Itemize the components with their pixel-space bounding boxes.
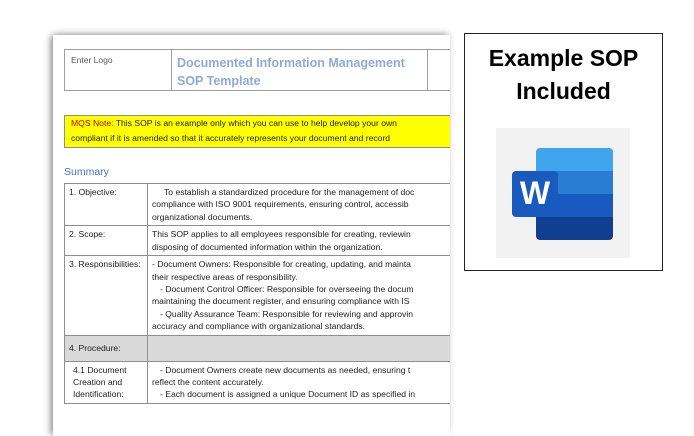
document-preview [53,35,450,436]
table-row [65,361,451,403]
row-line: - Quality Assurance Team: Responsible for reviewing and approvin [160,308,414,319]
row-line: To establish a standardized procedure for the management of doc [164,187,415,197]
table-row [65,335,451,361]
mqs-note-label: MQS Note: [71,118,114,128]
row-content [148,226,451,256]
card-title-line1: Example SOP [488,45,639,71]
row-line: disposing of documented information within the organization. [152,241,383,252]
row-line: - Document Owners create new documents as needed, ensuring t [160,364,411,375]
mqs-note-line2: compliant if it is amended so that it accurately represents your document and record [71,133,391,143]
row-label: 4. Procedure: [65,335,148,361]
document-title [177,54,417,90]
mqs-note-text1: This SOP is an example only which you can use to help develop your own [113,118,397,128]
header-divider-right [427,50,428,90]
row-line: - Document Control Officer: Responsible for overseeing the docum [160,284,414,295]
word-band-4 [536,217,613,240]
example-sop-card [464,33,663,271]
row-content [148,256,451,335]
row-content [148,335,451,361]
word-letter: W [519,175,551,211]
table-row [65,184,451,226]
document-title-line1: Documented Information Management [177,56,405,70]
card-title [465,42,662,108]
table-row [65,256,451,335]
document-title-line2: SOP Template [177,74,261,88]
document-header [64,49,450,91]
row-line: - Document Owners: Responsible for creating, updating, and mainta [152,259,411,270]
row-label: 2. Scope: [65,226,148,256]
mqs-note-line1 [71,116,450,131]
row-line: maintaining the document register, and ensuring compliance with IS [152,296,410,307]
word-icon-svg [496,128,630,258]
row-line: reflect the content accurately. [152,377,264,388]
word-icon [496,128,630,258]
header-divider [171,50,172,90]
word-band-1 [536,148,613,171]
table-row [65,226,451,256]
row-line: - Each document is assigned a unique Document ID as specified in [160,389,416,400]
row-label: 1. Objective: [65,184,148,226]
sop-table [64,183,450,404]
row-content [148,184,451,226]
row-line: compliance with ISO 9001 requirements, ensuring control, accessib [152,199,409,210]
mqs-note [64,115,450,148]
row-content [148,361,451,403]
row-line: their respective areas of responsibility. [152,271,298,282]
row-line: accuracy and compliance with organizational standards. [152,321,366,332]
summary-heading: Summary [64,166,109,178]
row-line: This SOP applies to all employees responsible for creating, reviewin [152,229,411,240]
card-title-line2: Included [516,78,611,104]
row-label: 3. Responsibilities: [65,256,148,335]
row-label: 4.1 Document Creation and Identification: [65,361,148,403]
logo-placeholder: Enter Logo [71,55,113,65]
row-line: organizational documents. [152,211,253,222]
